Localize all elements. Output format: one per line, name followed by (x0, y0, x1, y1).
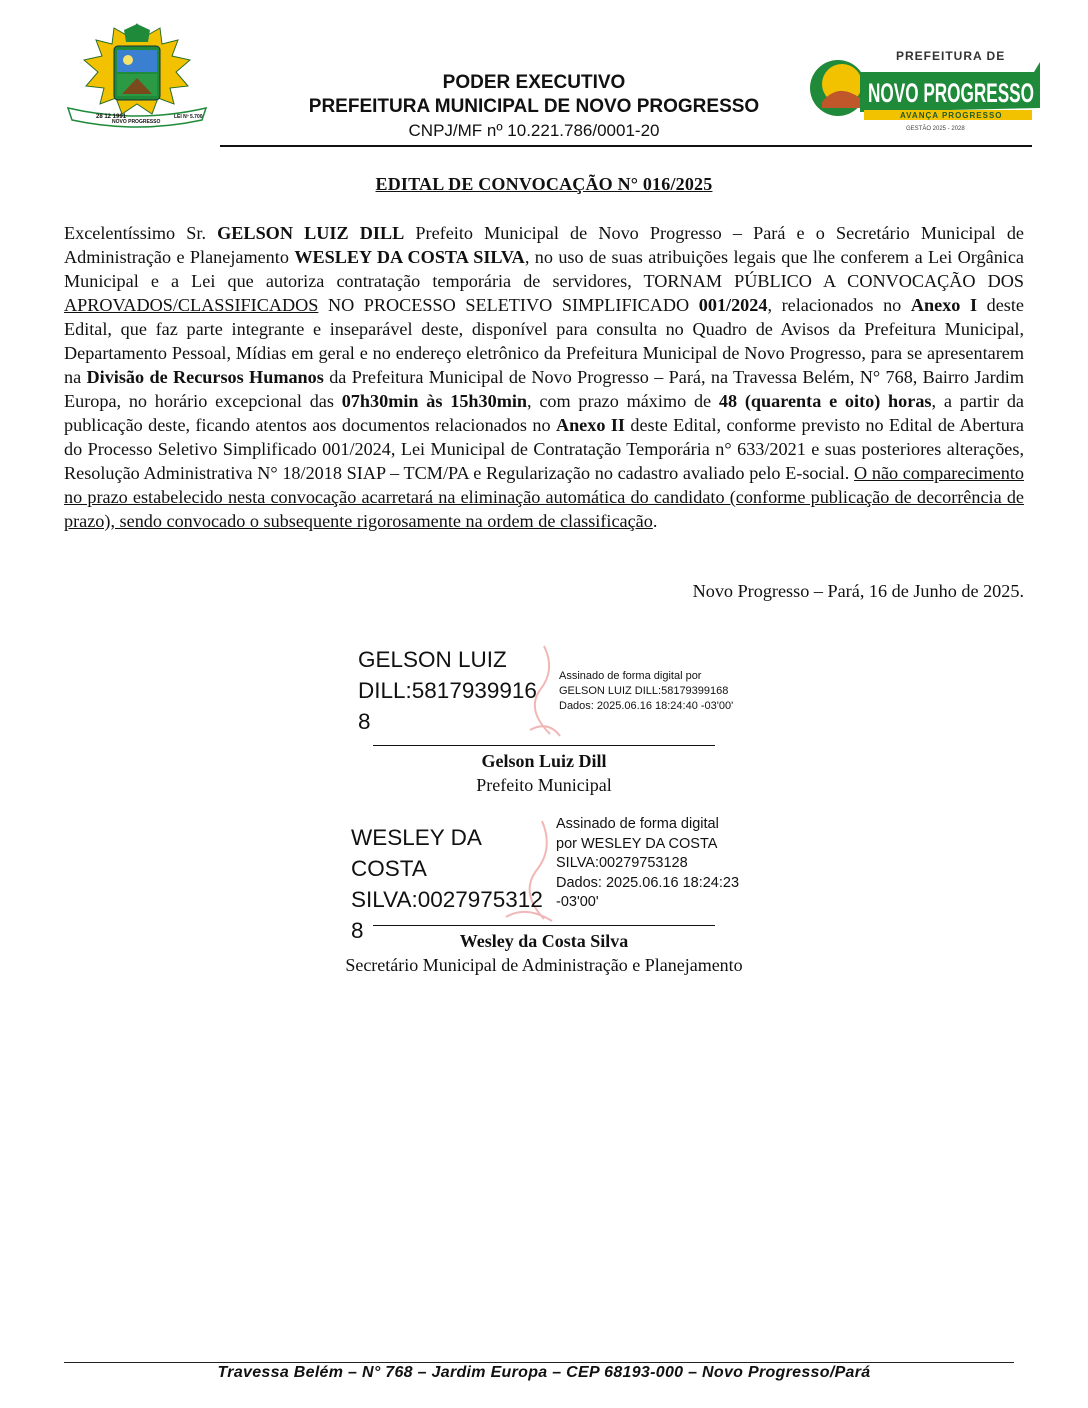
signer-role: Secretário Municipal de Administração e Planejamento (345, 955, 743, 975)
date-line: Novo Progresso – Pará, 16 de Junho de 2025. (692, 581, 1024, 601)
header-divider (220, 145, 1032, 147)
footer-address: Travessa Belém – N° 768 – Jardim Europa – CEP 68193-000 – Novo Progresso/Pará (217, 1364, 871, 1381)
header-title-prefeitura: PREFEITURA MUNICIPAL DE NOVO PROGRESSO (308, 96, 760, 117)
digital-signature-name: GELSON LUIZ DILL:5817939916 8 (358, 647, 537, 734)
svg-text:LEI Nº 5.700: LEI Nº 5.700 (174, 114, 203, 120)
secretary-name: WESLEY DA COSTA SILVA (294, 247, 525, 267)
digital-signature-note: Assinado de forma digital por WESLEY DA COSTA SILVA:00279753128 Dados: 2025.06.16 18:24:23 -03'00' (556, 816, 740, 910)
mayor-name: GELSON LUIZ DILL (217, 223, 405, 243)
body-paragraph: Excelentíssimo Sr. GELSON LUIZ DILL Prefeito Municipal de Novo Progresso – Pará e o Secretário Municipal de Administração e Planejamento WESLEY DA COSTA SILVA, no uso de suas atribuições legais que lhe conferem a Lei Orgânica Municipal e a Lei que autoriza contratação temporária de servidores, TORNAM PÚBLICO A CONVOCAÇÃO DOS APROVADOS/CLASSIFICADOS NO PROCESSO SELETIVO SIMPLIFICADO 001/2024, relacionados no Anexo I deste Edital, que faz parte integrante e inseparável deste, disponível para consulta no Quadro de Avisos da Prefeitura Municipal, Departamento Pessoal, Mídias em geral e no endereço eletrônico da Prefeitura Municipal de Novo Progresso, para se apresentarem na Divisão de Recursos Humanos da Prefeitura Municipal de Novo Progresso – Pará, na Travessa Belém, N° 768, Bairro Jardim Europa, no horário excepcional das 07h30min às 15h30min, com prazo máximo de 48 (quarenta e oito) horas, a partir da publicação deste, ficando atentos aos documentos relacionados no Anexo II deste Edital, conforme previsto no Edital de Abertura do Processo Seletivo Simplificado 001/2024, Lei Municipal de Contratação Temporária n° 633/2021 e suas posteriores alterações, Resolução Administrativa N° 18/2018 SIAP – TCM/PA e Regularização no cadastro avaliado pelo E-social. O não comparecimento no prazo estabelecido nesta convocação acarretará na eliminação automática do candidato (conforme publicação de decorrência de prazo), sendo convocado o subsequente rigorosamente na ordem de classificação. (64, 223, 1025, 531)
digital-signature-note: Assinado de forma digital por GELSON LUIZ DILL:58179399168 Dados: 2025.06.16 18:24:40 -03'00' (559, 670, 734, 712)
footer-divider (64, 1362, 1014, 1363)
header-cnpj: CNPJ/MF nº 10.221.786/0001-20 (408, 121, 660, 140)
signature-line (373, 925, 715, 926)
coat-of-arms-emblem (62, 20, 212, 130)
schedule-hours: 07h30min às 15h30min (341, 391, 528, 411)
svg-text:NOVO PROGRESSO: NOVO PROGRESSO (112, 119, 161, 125)
header-title-executive: PODER EXECUTIVO (442, 72, 626, 93)
svg-text:GESTÃO 2025 - 2028: GESTÃO 2025 - 2028 (906, 126, 965, 132)
non-attendance-warning: O não comparecimento no prazo estabelecido nesta convocação acarretará na eliminação automática do candidato (conforme publicação de decorrência de prazo), sendo convocado o subsequente rigorosamente na ordem de classificação (64, 463, 1025, 531)
signer-role: Prefeito Municipal (476, 775, 612, 795)
document-title: EDITAL DE CONVOCAÇÃO N° 016/2025 (375, 174, 713, 194)
svg-text:PREFEITURA DE: PREFEITURA DE (896, 49, 1006, 63)
svg-text:NOVO PROGRESSO: NOVO PROGRESSO (868, 78, 1034, 108)
svg-text:AVANÇA PROGRESSO: AVANÇA PROGRESSO (900, 111, 1003, 120)
prefeitura-logo (808, 42, 1044, 134)
signer-name: Wesley da Costa Silva (459, 931, 629, 951)
signature-line (373, 745, 715, 746)
digital-signature-name: WESLEY DA COSTA SILVA:0027975312 8 (351, 825, 543, 943)
deadline: 48 (quarenta e oito) horas (718, 391, 932, 411)
svg-text:28 12 1991: 28 12 1991 (96, 114, 127, 120)
signer-name: Gelson Luiz Dill (481, 751, 607, 771)
